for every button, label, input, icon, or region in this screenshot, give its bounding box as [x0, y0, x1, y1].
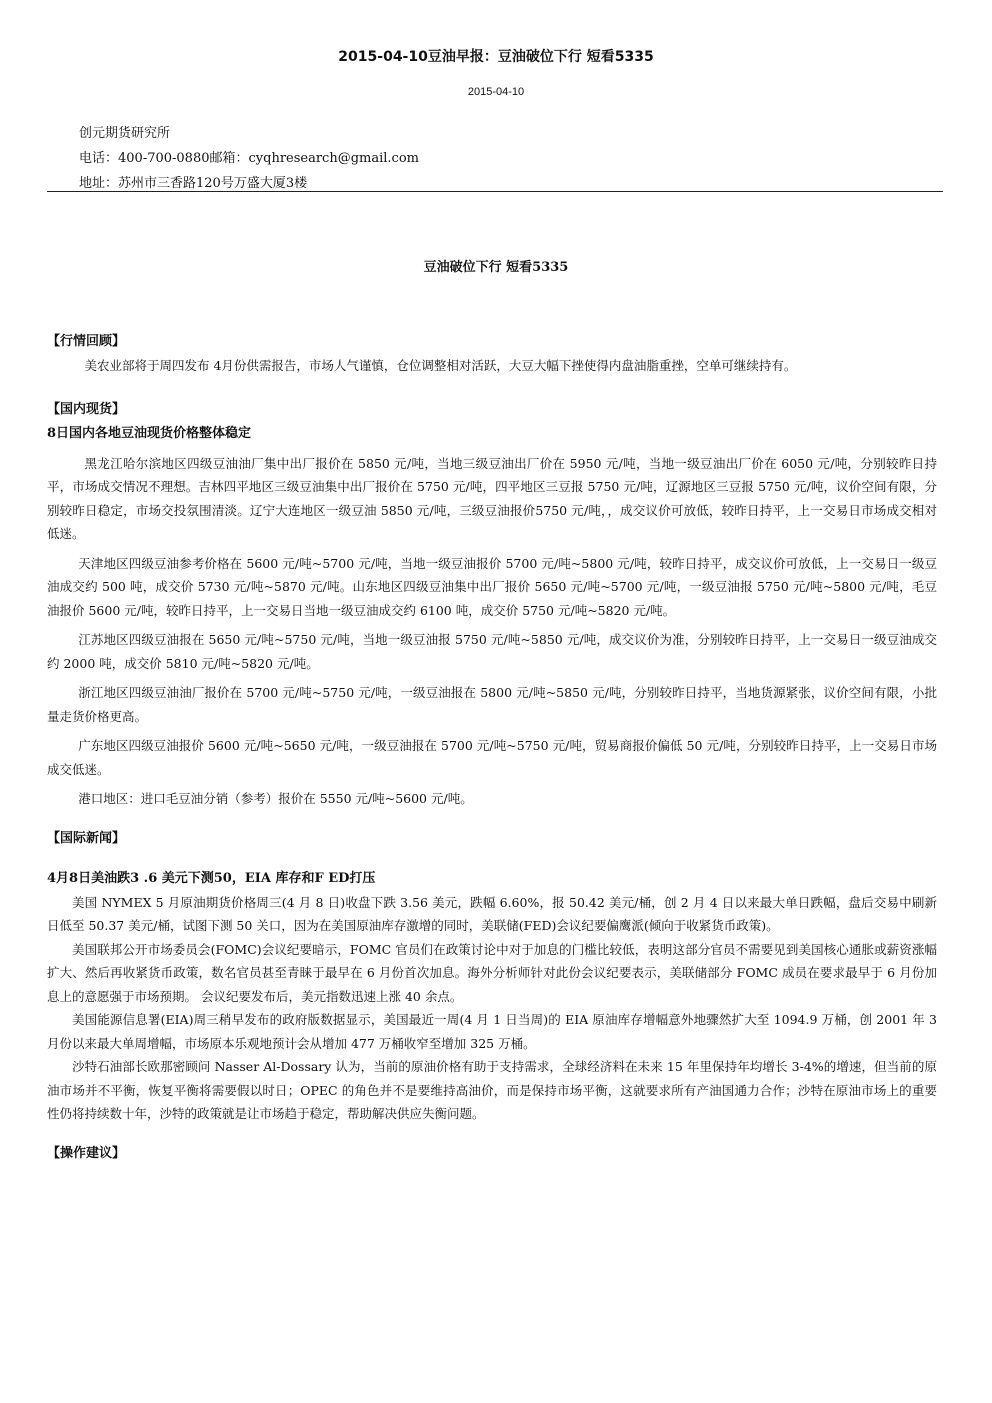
international-paragraph-fomc: 美国联邦公开市场委员会(FOMC)会议纪要暗示，FOMC 官员们在政策讨论中对于加息的门槛比较低，表明这部分官员不需要见到美国核心通胀或薪资涨幅扩大、然后再收紧货币政策，数名官员甚至青睐于最早在 6 月份首次加息。海外分析师针对此份会议纪要表示，美联储部分 FOMC 成员在要求最早于 6 月份加息上的意愿强于市场预期。 会议纪要发布后，美元指数迅速上涨 40 余点。	[47, 941, 937, 1004]
report-date: 2015-04-10	[467, 86, 525, 98]
section-heading-review: 【行情回顾】	[47, 334, 126, 349]
review-paragraph: 美农业部将于周四发布 4月份供需报告，市场人气谨慎，仓位调整相对活跃，大豆大幅下挫使得内盘油脂重挫，空单可继续持有。	[84, 358, 797, 373]
international-paragraph-saudi: 沙特石油部长欧那密顾问 Nasser Al-Dossary 认为，当前的原油价格有助于支持需求，全球经济料在未来 15 年里保持年均增长 3-4%的增速，但当前的原油市场并不平衡，恢复平衡将需要假以时日；OPEC 的角色并不是要维持高油价，而是保持市场平衡，这就要求所有产油国通力合作；沙特在原油市场上的重要性仍将持续数十年，沙特的政策就是让市场趋于稳定，帮助解决供应失衡问题。	[47, 1059, 937, 1121]
international-paragraph-nymex: 美国 NYMEX 5 月原油期货价格周三(4 月 8 日)收盘下跌 3.56 美元，跌幅 6.60%，报 50.42 美元/桶，创 2 月 4 日以来最大单日跌幅，盘后交易中刷新日低至 50.37 美元/桶，试图下测 50 关口，因为在美国原油库存激增的同时，美联储(FED)会议纪要偏鹰派(倾向于收紧货币政策)。	[47, 894, 937, 933]
header-divider	[47, 191, 943, 192]
domestic-paragraph-zhejiang: 浙江地区四级豆油油厂报价在 5700 元/吨~5750 元/吨，一级豆油报在 5800 元/吨~5850 元/吨，分别较昨日持平，当地货源紧张，议价空间有限，小批量走货价格更高。	[47, 685, 937, 724]
domestic-subheading: 8日国内各地豆油现货价格整体稳定	[47, 425, 252, 441]
domestic-paragraph-tianjin: 天津地区四级豆油参考价格在 5600 元/吨~5700 元/吨，当地一级豆油报价 5700 元/吨~5800 元/吨，较昨日持平，成交议价可放低，上一交易日一级豆油成交约 500 吨，成交价 5730 元/吨~5870 元/吨。山东地区四级豆油集中出厂报价 5650 元/吨~5700 元/吨，一级豆油报 5750 元/吨~5800 元/吨，毛豆油报价 5600 元/吨，较昨日持平，上一交易日当地一级豆油成交约 6100 吨，成交价 5750 元/吨~5820 元/吨。	[47, 555, 937, 618]
domestic-paragraph-port: 港口地区：进口毛豆油分销（参考）报价在 5550 元/吨~5600 元/吨。	[78, 791, 473, 806]
org-name: 创元期货研究所	[79, 126, 171, 141]
domestic-paragraph-heilongjiang: 黑龙江哈尔滨地区四级豆油油厂集中出厂报价在 5850 元/吨，当地三级豆油出厂价在 5950 元/吨，当地一级豆油出厂价在 6050 元/吨，分别较昨日持平，市场成交情况不理想。吉林四平地区三级豆油集中出厂报价在 5750 元/吨，四平地区三豆报 5750 元/吨，辽源地区三豆报 5750 元/吨，议价空间有限，分别较昨日稳定，市场交投氛围清淡。辽宁大连地区一级豆油 5850 元/吨，三级豆油报价5750 元/吨，，成交议价可放低，较昨日持平，上一交易日市场成交相对低迷。	[47, 455, 937, 541]
section-heading-advice: 【操作建议】	[47, 1145, 126, 1161]
section-heading-domestic: 【国内现货】	[47, 401, 126, 417]
domestic-paragraph-jiangsu: 江苏地区四级豆油报在 5650 元/吨~5750 元/吨，当地一级豆油报 5750 元/吨~5850 元/吨，成交议价为准，分别较昨日持平，上一交易日一级豆油成交约 2000 吨，成交价 5810 元/吨~5820 元/吨。	[47, 632, 937, 671]
report-title: 2015-04-10豆油早报：豆油破位下行 短看5335	[338, 49, 654, 65]
org-address: 地址：苏州市三香路120号万盛大厦3楼	[79, 176, 308, 191]
section-heading-international: 【国际新闻】	[47, 830, 126, 846]
org-info	[79, 121, 419, 196]
international-subheading: 4月8日美油跌3 .6 美元下测50，EIA 库存和F ED打压	[47, 870, 376, 886]
domestic-paragraph-guangdong: 广东地区四级豆油报价 5600 元/吨~5650 元/吨，一级豆油报在 5700 元/吨~5750 元/吨，贸易商报价偏低 50 元/吨，分别较昨日持平，上一交易日市场成交低迷。	[47, 738, 937, 777]
org-contact: 电话：400-700-0880邮箱：cyqhresearch@gmail.com	[79, 151, 419, 166]
article-subtitle: 豆油破位下行 短看5335	[423, 260, 569, 275]
international-paragraph-eia: 美国能源信息署(EIA)周三稍早发布的政府版数据显示，美国最近一周(4 月 1 日当周)的 EIA 原油库存增幅意外地骤然扩大至 1094.9 万桶，创 2001 年 3 月份以来最大单周增幅，市场原本乐观地预计会从增加 477 万桶收窄至增加 325 万桶。	[47, 1012, 937, 1051]
article-body	[47, 330, 937, 1166]
